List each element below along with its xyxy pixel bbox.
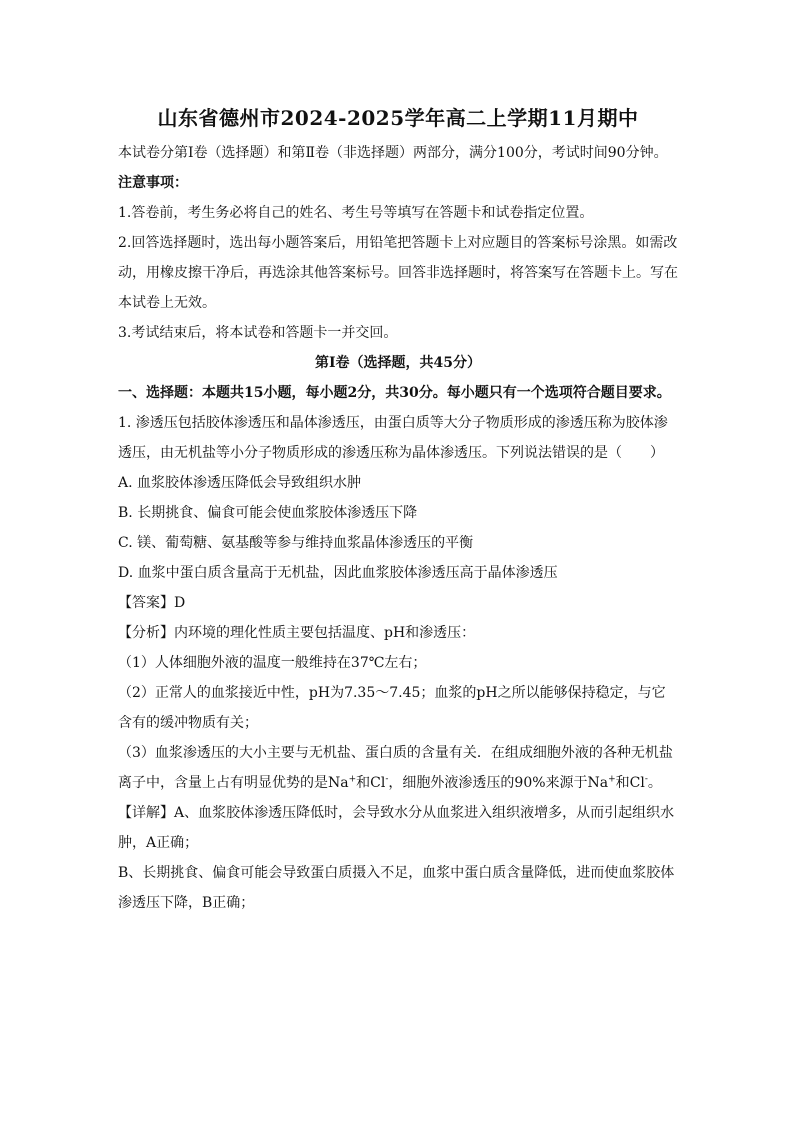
note-item-3: 3.考试结束后，将本试卷和答题卡一并交回。 [118,325,398,341]
option-d: D. 血浆中蛋白质含量高于无机盐，因此血浆胶体渗透压高于晶体渗透压 [118,565,558,581]
point3-and: 和Cl [356,775,386,791]
document-title: 山东省德州市2024-2025学年高二上学期11月期中 [157,106,639,130]
option-a: A. 血浆胶体渗透压降低会导致组织水肿 [118,475,362,491]
note-item-1: 1.答卷前，考生务必将自己的姓名、考生号等填写在答题卡和试卷指定位置。 [118,205,594,221]
analysis-intro [118,618,678,648]
answer-line: 【答案】D [118,595,186,611]
notes-heading: 注意事项： [118,175,188,191]
document-body [118,104,678,918]
point3-text-a: （3）血浆渗透压的大小主要与无机盐、蛋白质的含量有关．在组成细胞外液的各种无机盐离子中，含量上占有明显优势的是Na [118,745,673,791]
analysis-point-3 [118,738,678,798]
point3-text-b: ，细胞外液渗透压的90%来源于Na [388,775,609,791]
detail-b: B、长期挑食、偏食可能会导致蛋白质摄入不足，血浆中蛋白质含量降低，进而使血浆胶体渗透压下降，B正确； [118,865,675,911]
intro-paragraph: 本试卷分第Ⅰ卷（选择题）和第Ⅱ卷（非选择题）两部分，满分100分，考试时间90分钟。 [118,145,668,161]
chloride-superscript-2: - [644,774,648,785]
analysis-point-1: （1）人体细胞外液的温度一般维持在37℃左右； [118,655,427,671]
option-b: B. 长期挑食、偏食可能会使血浆胶体渗透压下降 [118,505,418,521]
chloride-superscript: - [385,774,389,785]
analysis-point-2: （2）正常人的血浆接近中性，pH为7.35～7.45；血浆的pH之所以能够保持稳定，与它含有的缓冲物质有关； [118,685,666,731]
section-title: 第Ⅰ卷（选择题，共45分） [314,355,482,371]
question-stem: 1. 渗透压包括胶体渗透压和晶体渗透压，由蛋白质等大分子物质形成的渗透压称为胶体渗透压，由无机盐等小分子物质形成的渗透压称为晶体渗透压。下列说法错误的是（ ） [118,415,668,461]
point3-end: 。 [647,775,662,791]
sodium-superscript: + [348,774,357,785]
point3-and-2: 和Cl [615,775,645,791]
detail-a [118,798,678,858]
note-item-2: 2.回答选择题时，选出每小题答案后，用铅笔把答题卡上对应题目的答案标号涂黑。如需改动，用橡皮擦干净后，再选涂其他答案标号。回答非选择题时，将答案写在答题卡上。写在本试卷上无效。 [118,235,678,311]
analysis-label: 【分析】 [118,625,174,641]
part-heading: 一、选择题：本题共15小题，每小题2分，共30分。每小题只有一个选项符合题目要求。 [118,385,671,401]
detail-a-text: A、血浆胶体渗透压降低时，会导致水分从血浆进入组织液增多，从而引起组织水肿，A正确； [118,805,675,851]
sodium-superscript-2: + [608,774,616,785]
analysis-text: 内环境的理化性质主要包括温度、pH和渗透压： [174,625,476,641]
option-c: C. 镁、葡萄糖、氨基酸等参与维持血浆晶体渗透压的平衡 [118,535,474,551]
detail-label: 【详解】 [118,805,174,821]
